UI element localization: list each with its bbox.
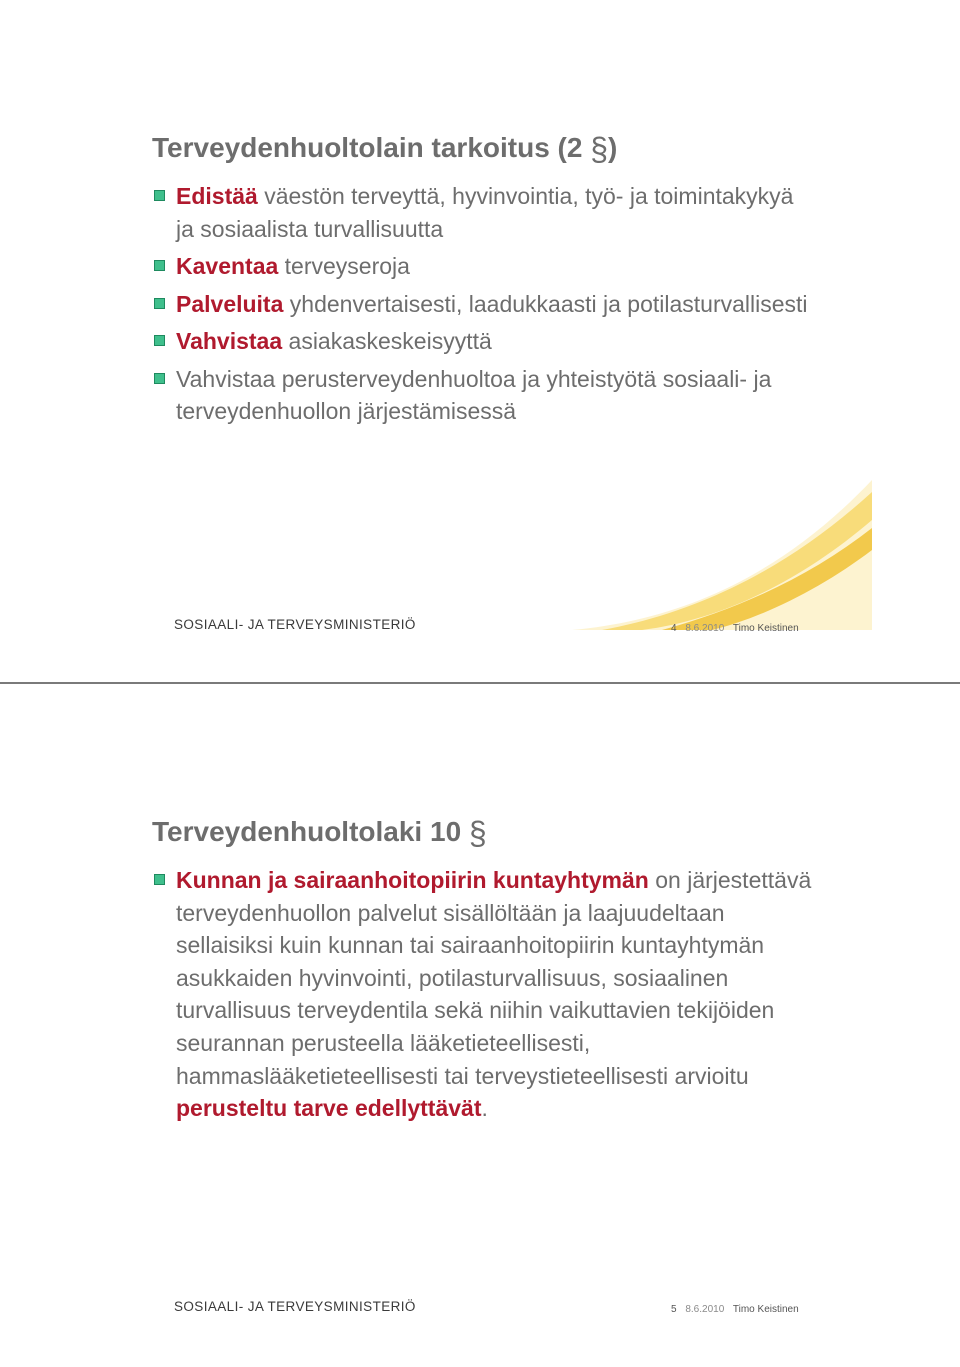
- yellow-swoosh-decoration: [572, 480, 872, 630]
- slide-title: Terveydenhuoltolaki 10 §: [152, 815, 487, 851]
- slide-footer: [671, 1304, 805, 1315]
- bullet-item: Edistää väestön terveyttä, hyvinvointia, työ- ja toimintakykyä ja sosiaalista turvallisuutta: [152, 180, 812, 245]
- bullet-list: [152, 180, 812, 433]
- bullet-item: Kunnan ja sairaanhoitopiirin kuntayhtymän on järjestettävä terveydenhuollon palvelut sisällöltään ja laajuudeltaan sellaisiksi kuin kunnan tai sairaanhoitopiirin kuntayhtymän asukkaiden hyvinvointi, potilasturvallisuus, sosiaalinen turvallisuus terveydentila sekä niihin vaikuttavien tekijöiden seurannan perusteella lääketieteellisesti, hammaslääketieteellisesti tai terveystieteellisesti arvioitu perusteltu tarve edellyttävät.: [152, 864, 812, 1125]
- square-bullet-icon: [154, 373, 165, 384]
- slide-4: [0, 0, 960, 682]
- slide-title: Terveydenhuoltolain tarkoitus (2 §): [152, 131, 618, 167]
- square-bullet-icon: [154, 335, 165, 346]
- square-bullet-icon: [154, 260, 165, 271]
- slide-author: Timo Keistinen: [732, 623, 799, 634]
- bullet-item: Vahvistaa perusterveydenhuoltoa ja yhteistyötä sosiaali- ja terveydenhuollon järjestämisessä: [152, 363, 812, 428]
- slide-footer: [671, 623, 805, 634]
- slide-5: [0, 684, 960, 1367]
- square-bullet-icon: [154, 190, 165, 201]
- page-number: 4: [671, 623, 677, 634]
- ministry-logo: SOSIAALI- JA TERVEYSMINISTERIÖ: [174, 1299, 416, 1314]
- bullet-item: Vahvistaa asiakaskeskeisyyttä: [152, 325, 812, 358]
- slide-date: 8.6.2010: [685, 1304, 725, 1315]
- square-bullet-icon: [154, 874, 165, 885]
- bullet-list: [152, 864, 812, 1130]
- page-number: 5: [671, 1304, 677, 1315]
- ministry-logo: SOSIAALI- JA TERVEYSMINISTERIÖ: [174, 617, 416, 632]
- section-sign: §: [590, 131, 609, 167]
- bullet-item: Palveluita yhdenvertaisesti, laadukkaasti ja potilasturvallisesti: [152, 288, 812, 321]
- slide-date: 8.6.2010: [685, 623, 725, 634]
- square-bullet-icon: [154, 298, 165, 309]
- bullet-item: Kaventaa terveyseroja: [152, 250, 812, 283]
- slide-author: Timo Keistinen: [732, 1304, 799, 1315]
- section-sign: §: [468, 815, 487, 851]
